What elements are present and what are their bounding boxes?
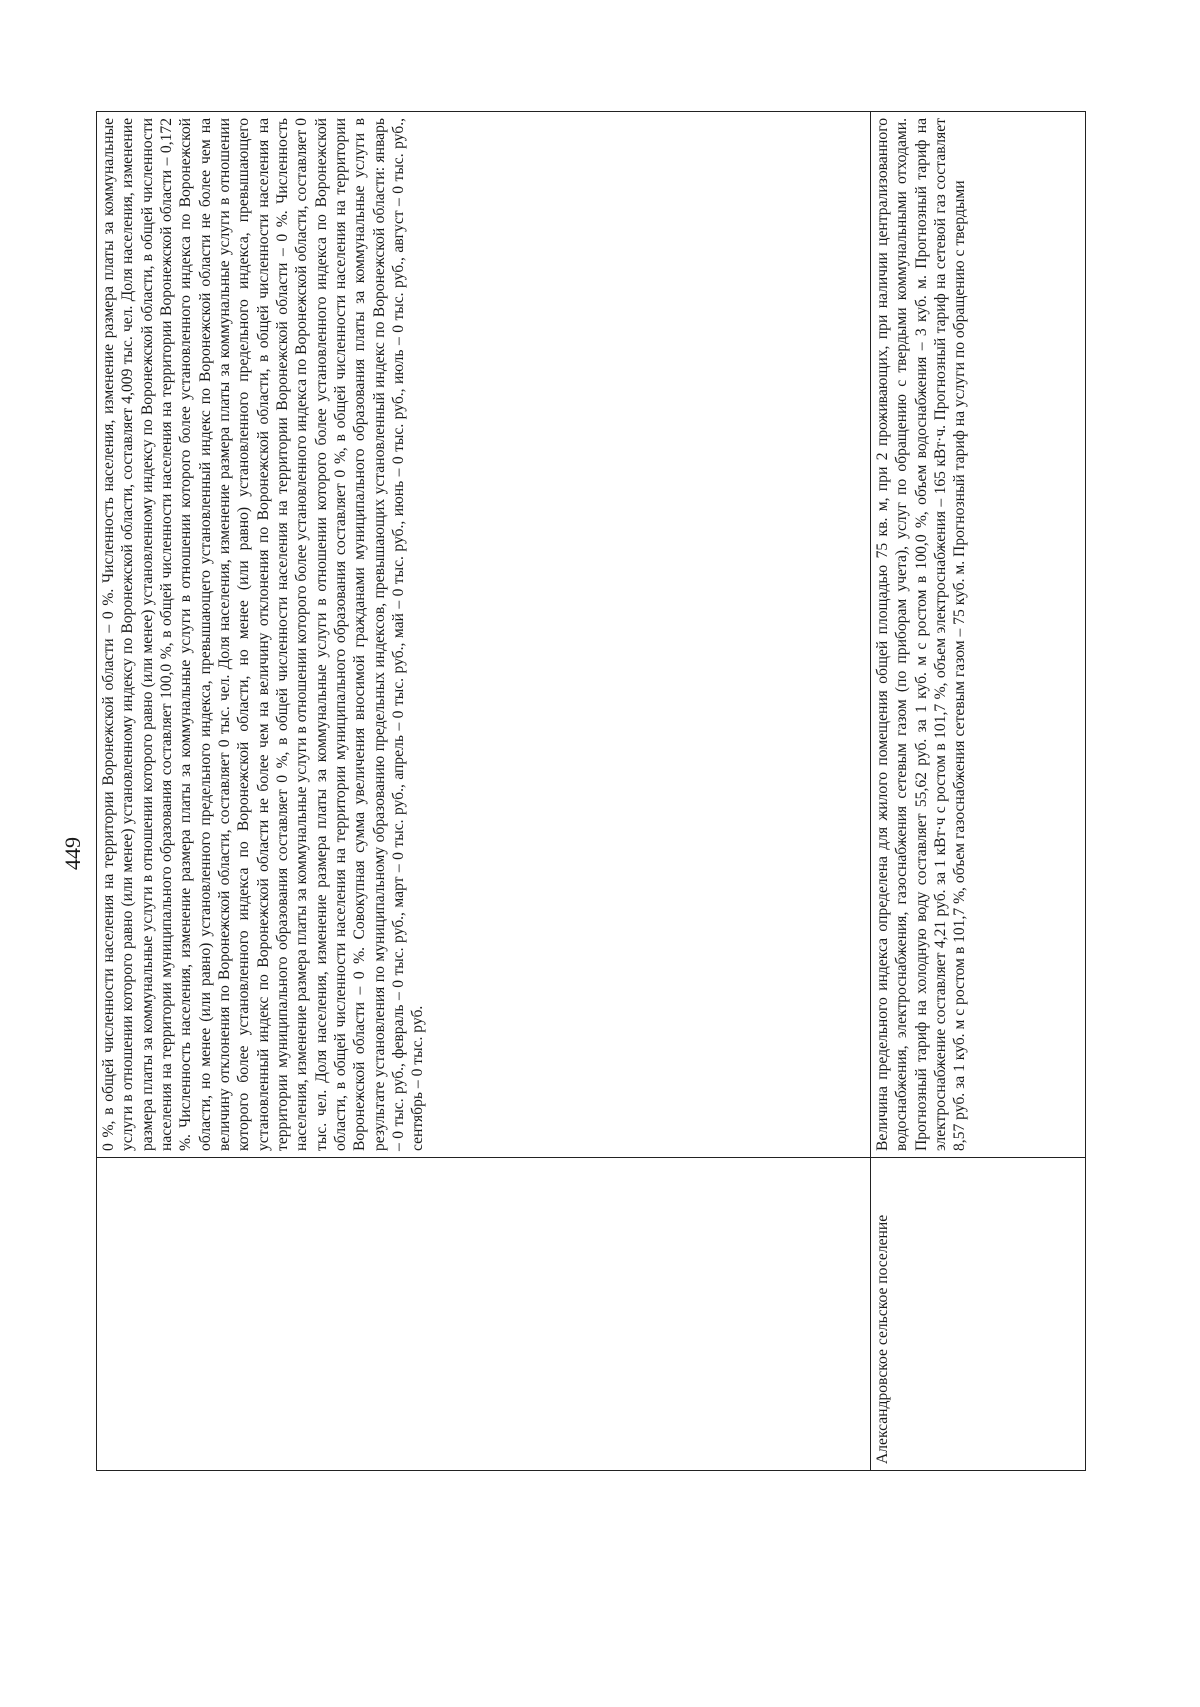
table-row <box>97 112 871 1471</box>
municipality-name: Александровское сельское поселение <box>873 1214 891 1464</box>
page-number: 449 <box>60 837 85 870</box>
municipality-name-cell <box>97 1158 871 1471</box>
municipal-index-table <box>96 111 1086 1471</box>
description-text: Величина предельного индекса определена для жилого помещения общей площадью 75 кв. м, при 2 проживающих, при наличии централизованного водоснабжения, электроснабжения, газоснабжения сетевым газом (по приборам учета), услуг по обращению с твердыми коммунальными отходами. Прогнозный тариф на холодную воду составляет 55,62 руб. за 1 куб. м с ростом в 100,0 %, объем водоснабжения – 3 куб. м. Прогнозный тариф на электроснабжение составляет 4,21 руб. за 1 кВт·ч с ростом в 101,7 %, объем электроснабжения – 165 кВт·ч. Прогнозный тариф на сетевой газ составляет 8,57 руб. за 1 куб. м с ростом в 101,7 %, объем газоснабжения сетевым газом – 75 куб. м. Прогнозный тариф на услуги по обращению с твердыми <box>873 118 969 1151</box>
description-cell <box>97 112 871 1158</box>
description-cell <box>870 112 1085 1158</box>
municipality-name-cell <box>870 1158 1085 1471</box>
table-row <box>870 112 1085 1471</box>
description-text: 0 %, в общей численности населения на территории Воронежской области – 0 %. Численность населения, изменение размера платы за коммунальные услуги в отношении которого равно (или менее) установленному индексу по Воронежской области, составляет 4,009 тыс. чел. Доля населения, изменение размера платы за коммунальные услуги в отношении которого равно (или менее) установленному индексу по Воронежской области, в общей численности населения на территории муниципального образования составляет 100,0 %, в общей численности населения на территории Воронежской области – 0,172 %. Численность населения, изменение размера платы за коммунальные услуги в отношении которого более установленного индекса по Воронежской области, но менее (или равно) установленного предельного индекса, превышающего установленный индекс по Воронежской области не более чем на величину отклонения по Воронежской области, составляет 0 тыс. чел. Доля населения, изменение размера платы за коммунальные услуги в отношении которого более установленного индекса по Воронежской области, но менее (или равно) установленного предельного индекса, превышающего установленный индекс по Воронежской области не более чем на величину отклонения по Воронежской области, в общей численности населения на территории муниципального образования составляет 0 %, в общей численности населения на территории Воронежской области – 0 %. Численность населения, изменение размера платы за коммунальные услуги в отношении которого более установленного индекса по Воронежской области, составляет 0 тыс. чел. Доля населения, изменение размера платы за коммунальные услуги в отношении которого более установленного индекса по Воронежской области, в общей численности населения на территории муниципального образования составляет 0 %, в общей численности населения на территории Воронежской области – 0 %. Совокупная сумма увеличения вносимой гражданами муниципального образования платы за коммунальные услуги в результате установления по муниципальному образованию предельных индексов, превышающих установленный индекс по Воронежской области: январь – 0 тыс. руб., февраль – 0 тыс. руб., март – 0 тыс. руб., апрель – 0 тыс. руб., май – 0 тыс. руб., июнь – 0 тыс. руб., июль – 0 тыс. руб., август – 0 тыс. руб., сентябрь – 0 тыс. руб. <box>100 118 427 1151</box>
